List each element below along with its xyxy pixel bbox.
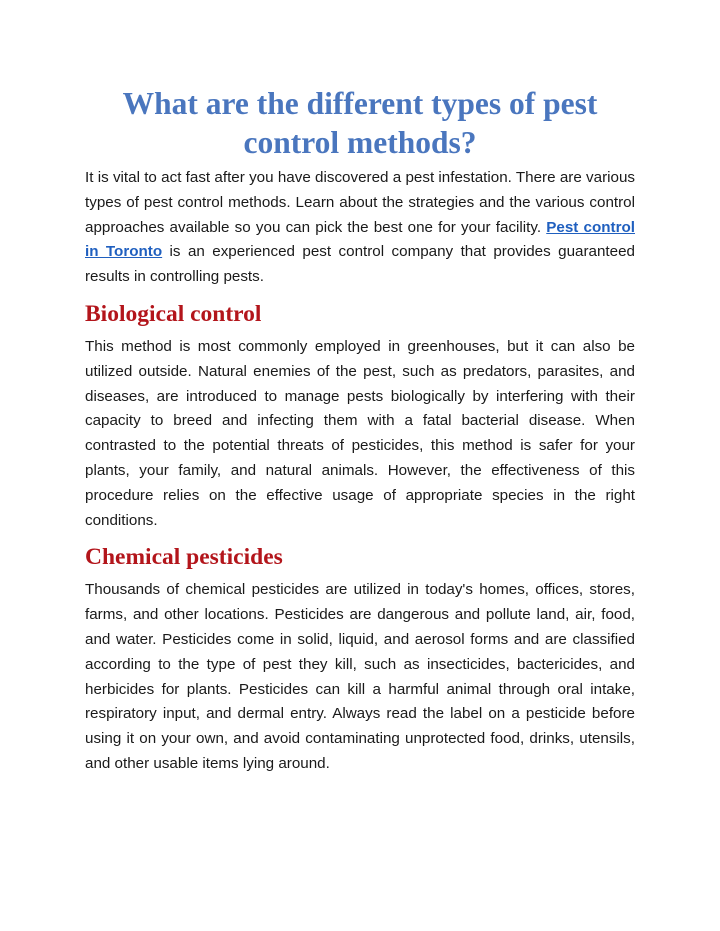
intro-paragraph xyxy=(85,166,635,290)
section-heading-biological-control: Biological control xyxy=(85,300,262,327)
section-body-chemical-pesticides: Thousands of chemical pesticides are utilized in today's homes, offices, stores, farms, and other locations. Pesticides are dangerous and pollute land, air, food, and water. Pesticides come in solid, liquid, and aerosol forms and are classified according to the type of pest they kill, such as insecticides, bactericides, and herbicides for plants. Pesticides can kill a harmful animal through oral intake, respiratory input, and dermal entry. Always read the label on a pesticide before using it on your own, and avoid contaminating unprotected food, drinks, utensils, and other usable items lying around. xyxy=(85,581,635,772)
document-page xyxy=(85,84,635,777)
section-body-biological-control: This method is most commonly employed in greenhouses, but it can also be utilized outside. Natural enemies of the pest, such as predators, parasites, and diseases, are introduced to manage pests biologically by interfering with their capacity to breed and infecting them with a fatal bacterial disease. When contrasted to the potential threats of pesticides, this method is safer for your plants, your family, and natural animals. However, the effectiveness of this procedure relies on the effective usage of appropriate species in the right conditions. xyxy=(85,337,635,529)
intro-text-after-link: is an experienced pest control company that provides guaranteed results in controlling pests. xyxy=(85,243,635,286)
intro-text-before-link: It is vital to act fast after you have discovered a pest infestation. There are various types of pest control methods. Learn about the strategies and the various control approaches available so you can pick the best one for your facility. xyxy=(85,169,635,236)
page-title: What are the different types of pest control methods? xyxy=(122,86,598,160)
section-heading-chemical-pesticides: Chemical pesticides xyxy=(85,544,283,571)
pest-control-toronto-link[interactable]: Pest control in Toronto xyxy=(85,218,635,261)
